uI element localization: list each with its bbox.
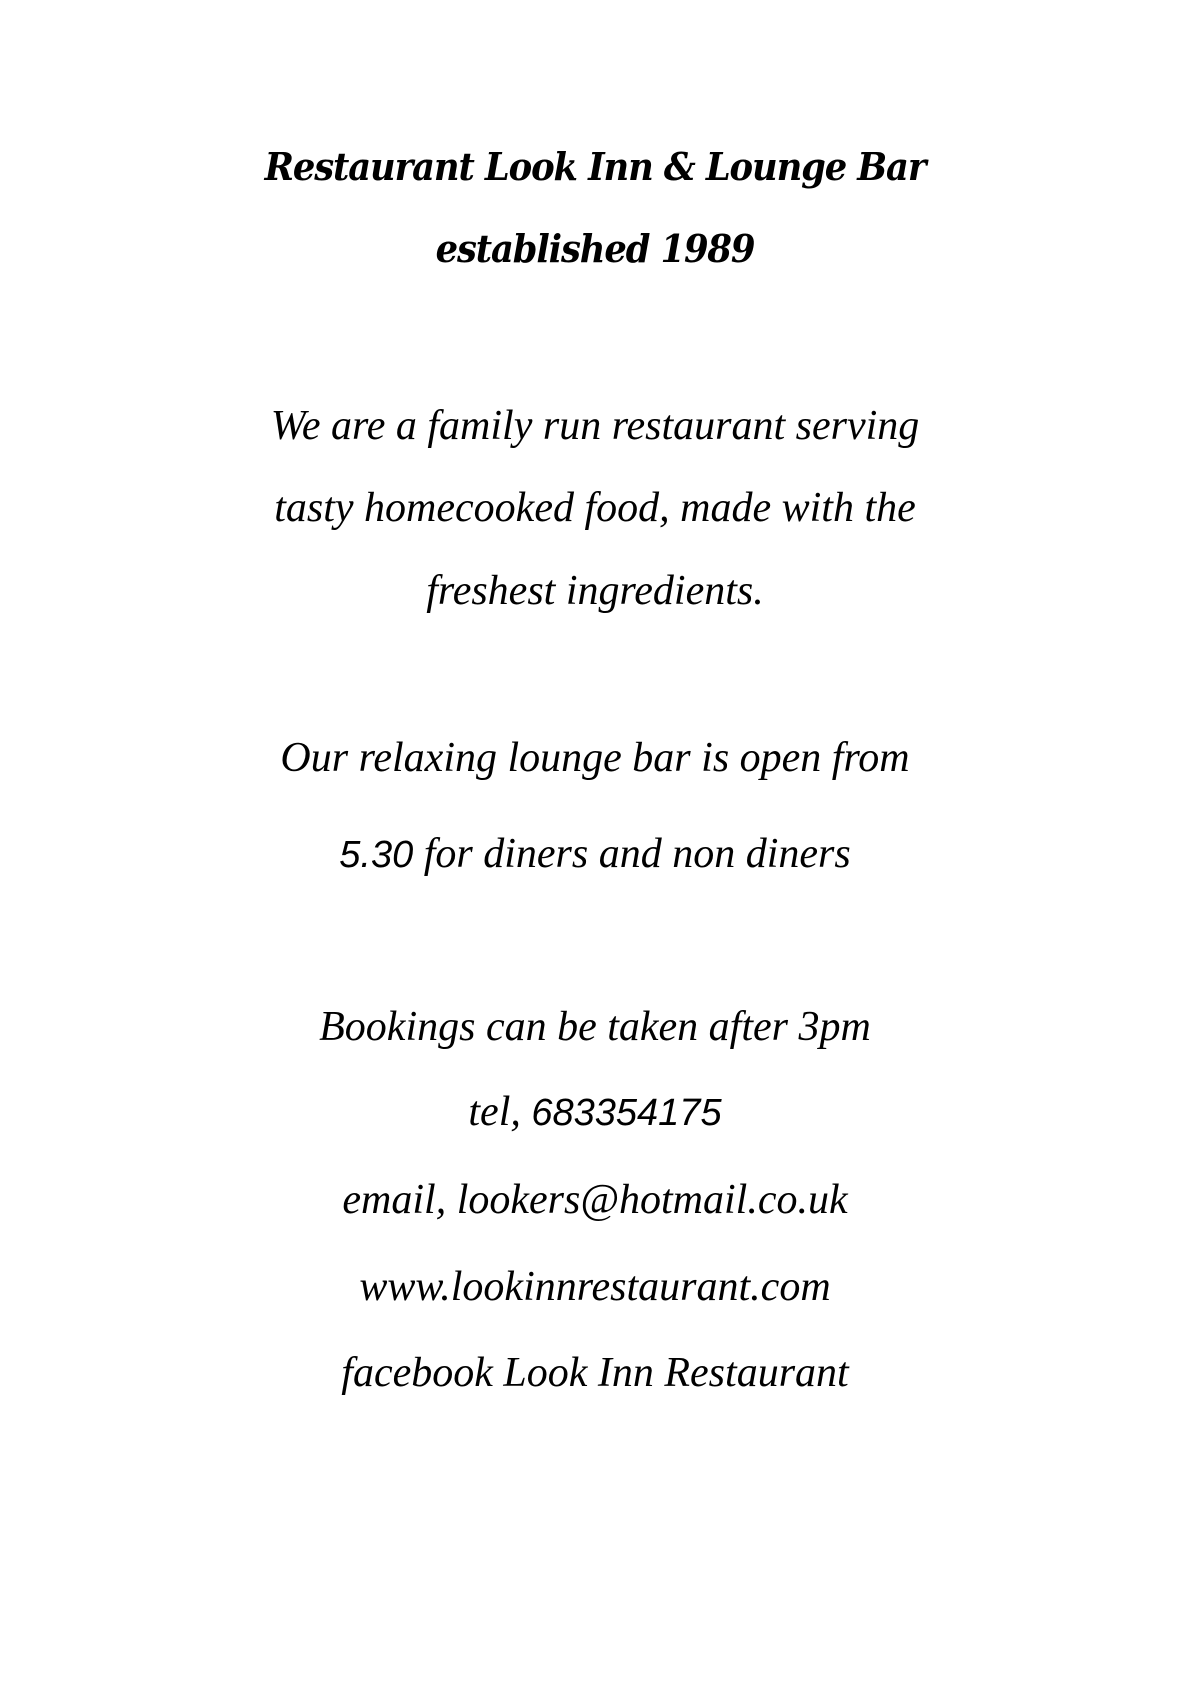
email-contact: email, lookers@hotmail.co.uk [342,1177,848,1223]
restaurant-title: Restaurant Look Inn & Lounge Bar [264,144,926,189]
lounge-line-2-text: for diners and non diners [413,831,851,877]
intro-line-1: We are a family run restaurant serving [270,403,920,449]
website-contact: www.lookinnrestaurant.com [359,1264,831,1310]
lounge-line-2 [0,833,1190,875]
bookings-info: Bookings can be taken after 3pm [319,1004,871,1050]
intro-line-3: freshest ingredients. [426,568,764,614]
telephone-line [0,1091,1190,1133]
intro-line-2: tasty homecooked food, made with the [274,485,916,531]
telephone-label: tel, [468,1089,532,1135]
telephone-number: 683354175 [531,1092,722,1134]
opening-time: 5.30 [339,834,414,876]
established-year: established 1989 [435,226,755,271]
lounge-line-1: Our relaxing lounge bar is open from [280,735,910,781]
facebook-contact: facebook Look Inn Restaurant [341,1350,849,1396]
